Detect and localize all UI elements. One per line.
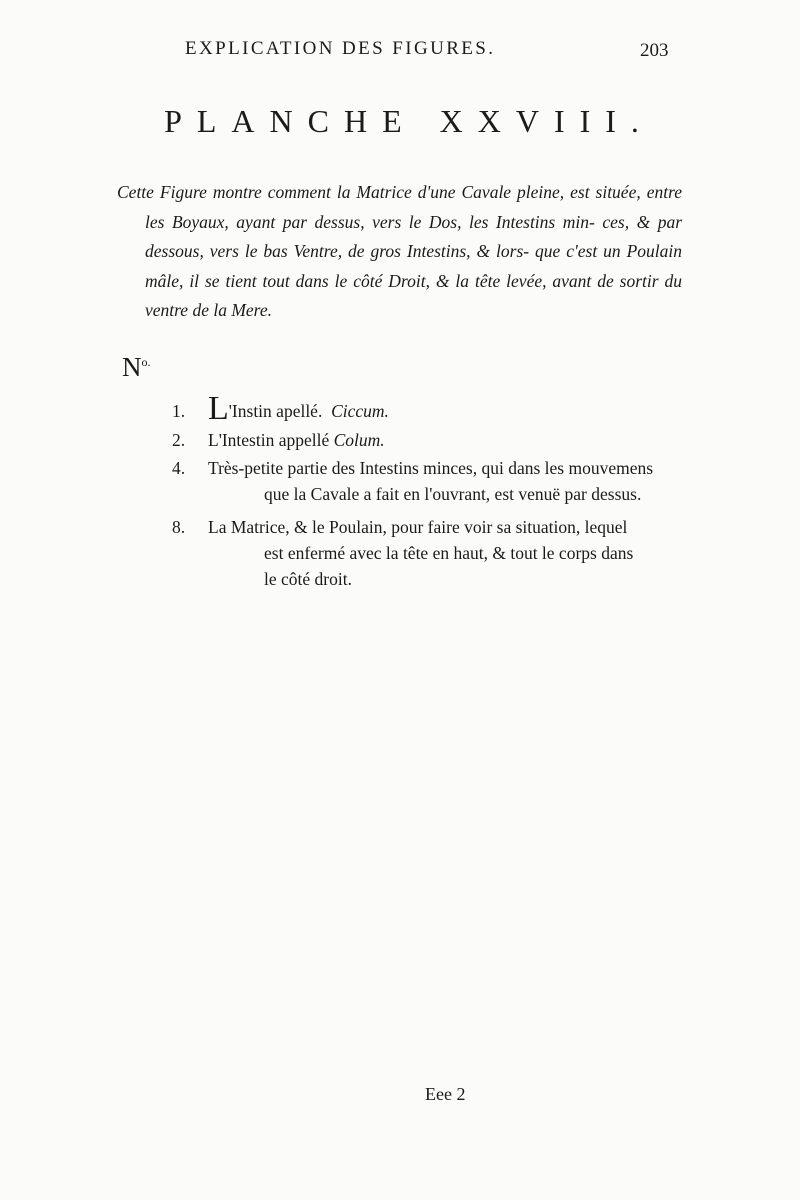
- numero-label: N: [122, 352, 142, 382]
- entry-number: 1.: [172, 401, 186, 421]
- entry-line: le côté droit.: [264, 569, 352, 589]
- signature-mark: Eee 2: [425, 1084, 466, 1104]
- intro-line-3: ces, & par dessous, vers le bas Ventre, de gros Intestins, & lors-: [145, 211, 683, 261]
- list-item: [172, 427, 692, 457]
- entry-term: Colum.: [333, 430, 385, 450]
- entry-text: [208, 455, 653, 507]
- list-item: [172, 514, 692, 594]
- entry-number: 4.: [172, 458, 186, 478]
- entry-number: 2.: [172, 430, 186, 450]
- entry-text: [208, 514, 633, 592]
- running-title: EXPLICATION DES FIGURES.: [185, 38, 496, 59]
- entry-text: [208, 427, 385, 453]
- entry-body: 'Instin apellé.: [228, 401, 323, 421]
- entry-line: La Matrice, & le Poulain, pour faire voir sa situation, lequel: [208, 517, 628, 537]
- entry-number: 8.: [172, 517, 186, 537]
- intro-line-5: tête levée, avant de sortir du ventre de la Mere.: [145, 270, 683, 320]
- numero-sup: o.: [141, 355, 151, 369]
- intro-line-4: que c'est un Poulain mâle, il se tient tout dans le côté Droit, & la: [145, 241, 682, 291]
- intro-line-1: Cette Figure montre comment la Matrice d'une Cavale pleine, est située,: [117, 182, 641, 202]
- plate-title: PLANCHE XXVIII.: [164, 103, 654, 139]
- page-number: 203: [640, 40, 669, 61]
- list-item: [172, 390, 692, 428]
- entry-text: [208, 390, 389, 427]
- entry-line: est enfermé avec la tête en haut, & tout le corps dans: [264, 543, 634, 563]
- entry-line: Très-petite partie des Intestins minces, qui dans les mouvemens: [208, 458, 654, 478]
- list-item: [172, 455, 692, 515]
- entry-term: Ciccum.: [331, 401, 389, 421]
- drop-capital: L: [208, 390, 229, 427]
- intro-line-2: entre les Boyaux, ayant par dessus, vers le Dos, les Intestins min-: [145, 182, 683, 232]
- entry-body: L'Intestin appellé: [208, 430, 330, 450]
- entry-line: que la Cavale a fait en l'ouvrant, est venuë par dessus.: [264, 484, 642, 504]
